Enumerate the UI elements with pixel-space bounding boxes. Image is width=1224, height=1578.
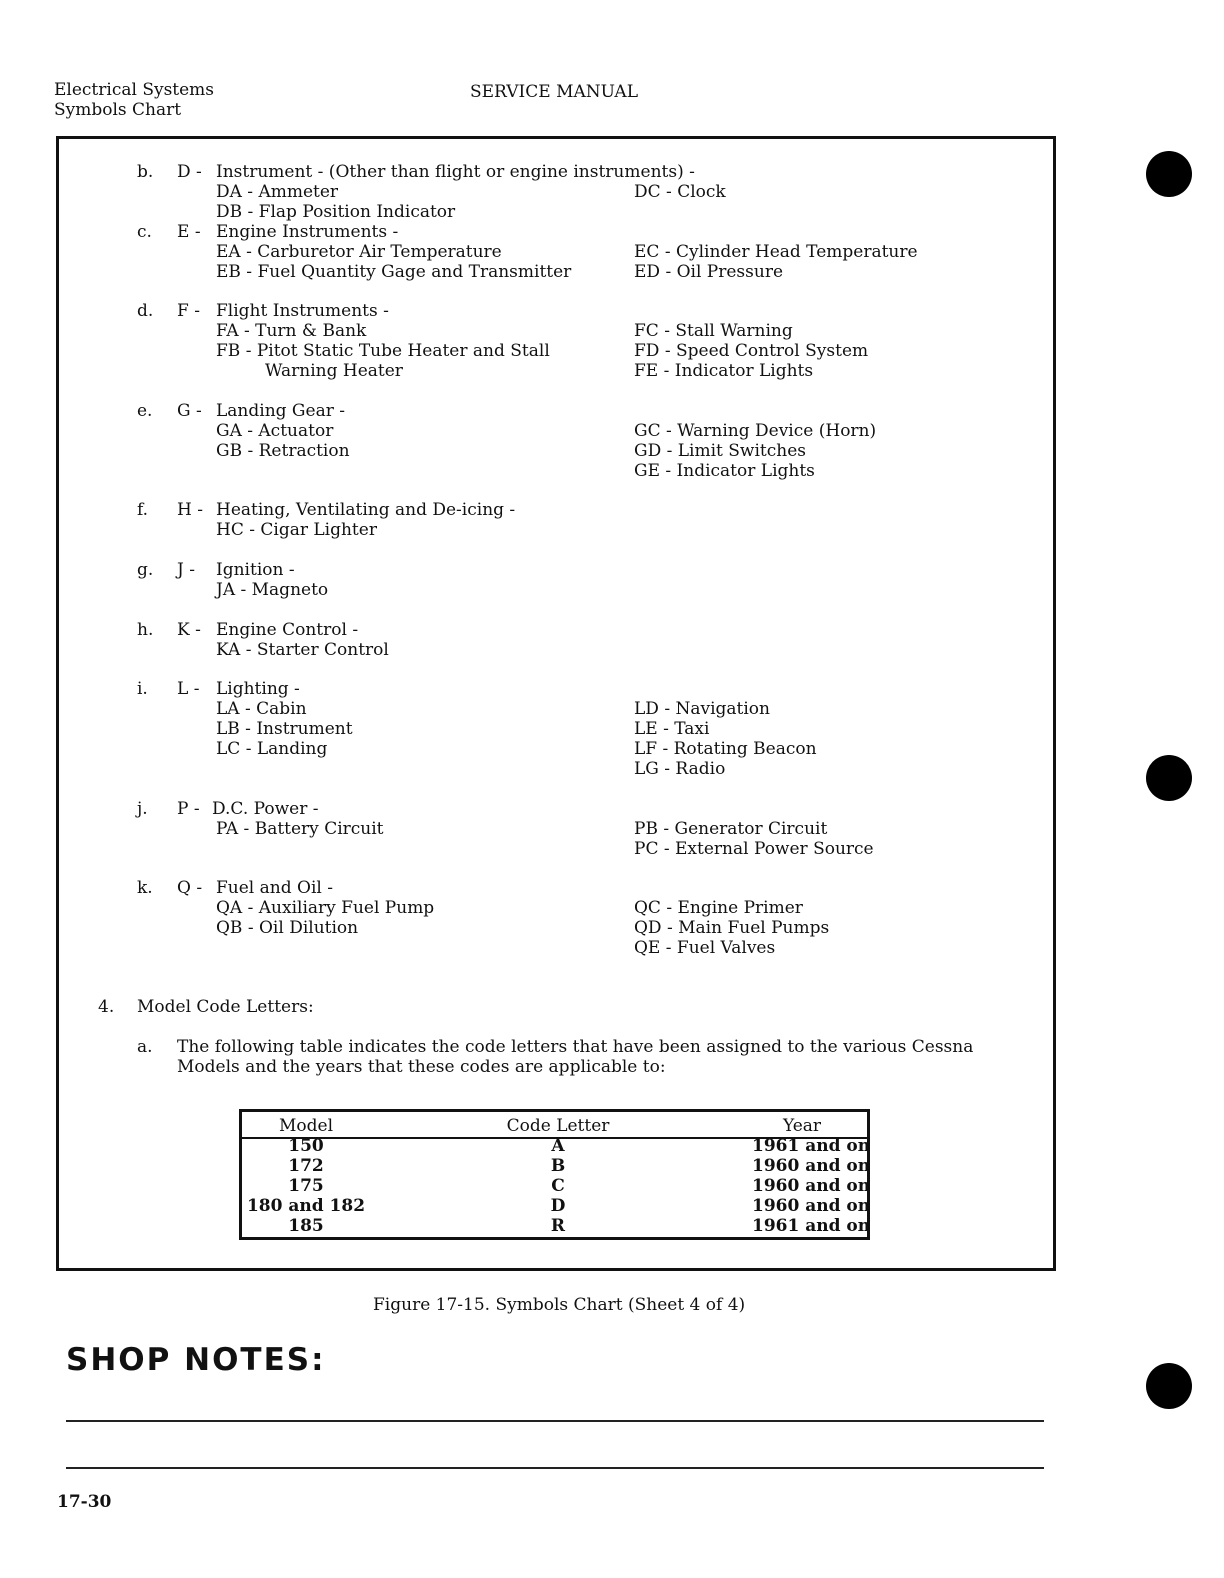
code-entry: QC - Engine Primer — [634, 898, 803, 918]
item-letter: f. — [137, 500, 149, 520]
column-header-code-letter: Code Letter — [506, 1116, 610, 1136]
code-entry: EC - Cylinder Head Temperature — [634, 242, 918, 262]
code-entry: ED - Oil Pressure — [634, 262, 784, 282]
item-letter: d. — [137, 301, 154, 321]
shop-notes-heading: SHOP NOTES: — [66, 1342, 326, 1378]
item-code: J - — [177, 560, 195, 580]
binder-hole — [1146, 151, 1192, 197]
item-code: F - — [177, 301, 200, 321]
item-code: Q - — [177, 878, 203, 898]
item-code: E - — [177, 222, 201, 242]
binder-hole — [1146, 1363, 1192, 1409]
cell-year: 1960 and on — [752, 1176, 871, 1196]
cell-model: 150 — [288, 1136, 324, 1156]
code-entry: PA - Battery Circuit — [216, 819, 384, 839]
item-title: Fuel and Oil - — [216, 878, 333, 898]
code-entry: PB - Generator Circuit — [634, 819, 828, 839]
cell-code: D — [550, 1196, 566, 1216]
section-number: 4. — [98, 997, 115, 1017]
item-code: K - — [177, 620, 201, 640]
code-entry: LF - Rotating Beacon — [634, 739, 817, 759]
code-entry: PC - External Power Source — [634, 839, 874, 859]
cell-code: R — [550, 1216, 566, 1236]
code-entry: LG - Radio — [634, 759, 726, 779]
code-entry: QD - Main Fuel Pumps — [634, 918, 830, 938]
item-letter: j. — [137, 799, 148, 819]
code-entry: GE - Indicator Lights — [634, 461, 815, 481]
code-entry: GA - Actuator — [216, 421, 334, 441]
code-entry: LE - Taxi — [634, 719, 710, 739]
item-letter: k. — [137, 878, 153, 898]
manual-title: SERVICE MANUAL — [470, 82, 638, 102]
code-entry: FA - Turn & Bank — [216, 321, 367, 341]
code-entry: LA - Cabin — [216, 699, 307, 719]
item-title: D.C. Power - — [212, 799, 319, 819]
code-entry: DC - Clock — [634, 182, 726, 202]
code-entry: FC - Stall Warning — [634, 321, 793, 341]
code-entry: LB - Instrument — [216, 719, 353, 739]
cell-model: 175 — [288, 1176, 324, 1196]
item-code: D - — [177, 162, 202, 182]
code-entry: FE - Indicator Lights — [634, 361, 814, 381]
code-entry: EB - Fuel Quantity Gage and Transmitter — [216, 262, 572, 282]
item-letter: h. — [137, 620, 154, 640]
code-entry: FD - Speed Control System — [634, 341, 869, 361]
cell-model: 185 — [288, 1216, 324, 1236]
page-number: 17-30 — [57, 1492, 112, 1512]
item-title: Engine Instruments - — [216, 222, 399, 242]
notes-line — [66, 1420, 1044, 1422]
item-letter: i. — [137, 679, 148, 699]
item-title: Landing Gear - — [216, 401, 345, 421]
item-letter: e. — [137, 401, 153, 421]
symbols-chart-frame — [56, 136, 1056, 1271]
code-entry: QB - Oil Dilution — [216, 918, 359, 938]
code-entry: HC - Cigar Lighter — [216, 520, 377, 540]
code-entry: KA - Starter Control — [216, 640, 389, 660]
cell-model: 172 — [288, 1156, 324, 1176]
cell-year: 1960 and on — [752, 1156, 871, 1176]
code-entry: GB - Retraction — [216, 441, 350, 461]
item-title: Lighting - — [216, 679, 300, 699]
item-code: G - — [177, 401, 202, 421]
item-letter: b. — [137, 162, 154, 182]
section-title: Electrical Systems — [54, 80, 215, 100]
item-code: P - — [177, 799, 200, 819]
item-title: Instrument - (Other than flight or engine instruments) - — [216, 162, 695, 182]
item-letter: c. — [137, 222, 152, 242]
cell-code: C — [551, 1176, 565, 1196]
item-title: Flight Instruments - — [216, 301, 389, 321]
cell-year: 1960 and on — [752, 1196, 871, 1216]
column-header-year: Year — [782, 1116, 822, 1136]
code-entry: LC - Landing — [216, 739, 328, 759]
cell-model: 180 and 182 — [246, 1196, 366, 1216]
section-subtitle: Symbols Chart — [54, 100, 182, 120]
item-code: H - — [177, 500, 203, 520]
item-title: Ignition - — [216, 560, 295, 580]
binder-hole — [1146, 755, 1192, 801]
item-letter: g. — [137, 560, 154, 580]
section-heading: Model Code Letters: — [137, 997, 314, 1017]
cell-code: A — [551, 1136, 565, 1156]
cell-year: 1961 and on — [752, 1136, 871, 1156]
paragraph-letter: a. — [137, 1037, 153, 1057]
column-header-model: Model — [278, 1116, 334, 1136]
code-entry: QE - Fuel Valves — [634, 938, 776, 958]
figure-caption: Figure 17-15. Symbols Chart (Sheet 4 of 4) — [373, 1295, 746, 1315]
code-entry: DB - Flap Position Indicator — [216, 202, 456, 222]
notes-line — [66, 1467, 1044, 1469]
code-entry-continued: Warning Heater — [265, 361, 403, 381]
code-entry: GC - Warning Device (Horn) — [634, 421, 877, 441]
paragraph-line: Models and the years that these codes are applicable to: — [177, 1057, 666, 1077]
cell-code: B — [550, 1156, 566, 1176]
item-title: Engine Control - — [216, 620, 359, 640]
code-entry: QA - Auxiliary Fuel Pump — [216, 898, 435, 918]
code-entry: DA - Ammeter — [216, 182, 339, 202]
item-code: L - — [177, 679, 200, 699]
cell-year: 1961 and on — [752, 1216, 871, 1236]
paragraph-line: The following table indicates the code letters that have been assigned to the various Cessna — [177, 1037, 974, 1057]
model-code-table — [239, 1109, 870, 1240]
code-entry: EA - Carburetor Air Temperature — [216, 242, 502, 262]
code-entry: JA - Magneto — [216, 580, 329, 600]
code-entry: FB - Pitot Static Tube Heater and Stall — [216, 341, 550, 361]
code-entry: GD - Limit Switches — [634, 441, 807, 461]
item-title: Heating, Ventilating and De-icing - — [216, 500, 516, 520]
code-entry: LD - Navigation — [634, 699, 770, 719]
